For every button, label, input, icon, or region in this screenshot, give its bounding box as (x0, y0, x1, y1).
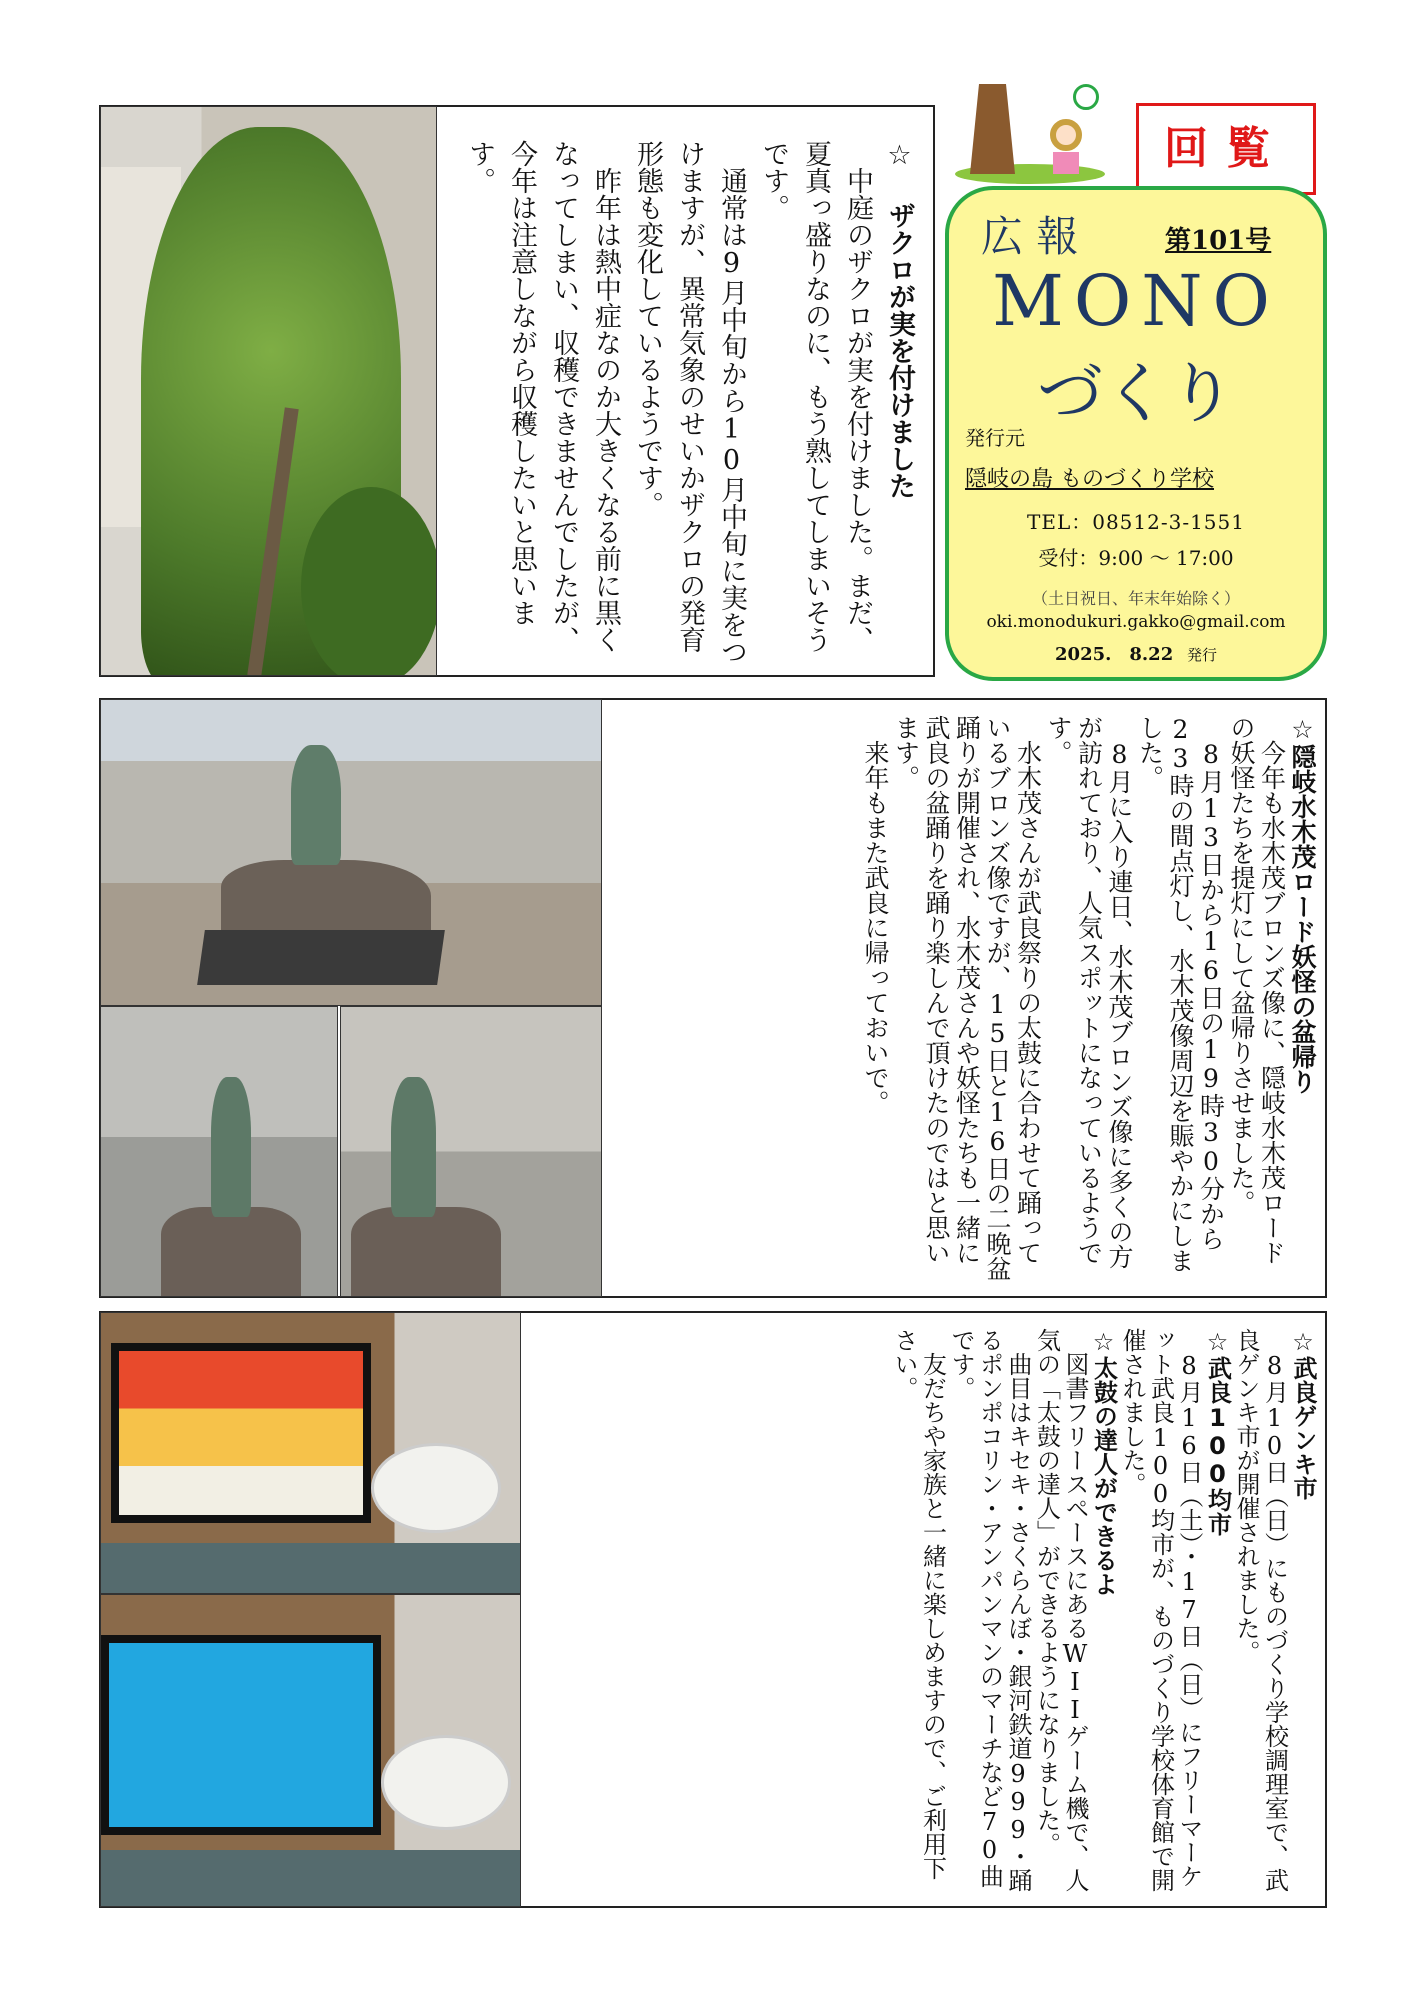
koho-label: 広 報 (981, 212, 1079, 261)
article-paragraph: 水木茂さんが武良祭りの太鼓に合わせて踊っているブロンズ像ですが、15日と16日の二晩盆踊りが開催され、水木茂さんや妖怪たちも一緒に武良の盆踊りを踊り楽しんで頂けたのではと思います。 (891, 715, 1043, 1281)
events-article (532, 1328, 1317, 1898)
phone-number: TEL：08512-3-1551 (1027, 510, 1245, 534)
date-value: 2025. 8.22 (1055, 644, 1174, 665)
article-paragraph: 昨年は熱中症なのか大きくなる前に黒くなってしまい、収穫できませんでしたが、今年は注意しながら収穫したいと思います。 (464, 140, 621, 653)
article-paragraph: 通常は9月中旬から10月中旬に実をつけますが、異常気象のせいかザクロの発育形態も変化しているようです。 (632, 140, 747, 665)
title-zukuri: づくり (1037, 355, 1235, 432)
hyakkin-body: 8月16日（土）・17日（日）にフリーマーケット武良100均市が、ものづくり学校体育館で開催されました。 (1118, 1328, 1203, 1892)
article-paragraph: 8月に入り連日、水木茂ブロンズ像に多くの方が訪れており、人気スポットになっているようです。 (1044, 715, 1134, 1269)
office-hours: 受付：9:00 ～ 17:00 (1038, 546, 1234, 570)
date-suffix: 発行 (1186, 646, 1217, 664)
taiko-songs: 曲目はキセキ・さくらんぼ・銀河鉄道999・踊るポンポコリン・アンパンマンのマーチなど70曲です。 (947, 1328, 1032, 1892)
pomegranate-tree-photo (100, 106, 437, 676)
publisher-name: 隠岐の島 ものづくり学校 (965, 467, 1214, 492)
bronze-statue-photo-main (100, 699, 602, 1006)
article-paragraph: 今年も水木茂ブロンズ像に、隠岐水木茂ロードの妖怪たちを提灯にして盆帰りさせました。 (1227, 715, 1287, 1265)
article-heading: ☆隠岐水木茂ロード妖怪の盆帰り (1288, 715, 1317, 1094)
article-paragraph: 8月13日から16日の19時30分から23時の間点灯し、水木茂像周辺を賑やかにしました。 (1135, 715, 1226, 1273)
genki-heading: ☆武良ゲンキ市 (1289, 1328, 1317, 1500)
taiko-invite: 友だちや家族と一緒に楽しめますので、ご利用下さい。 (890, 1328, 947, 1880)
article-heading: ☆ ザクロが実を付けました (884, 140, 915, 499)
issue-number: 第101号 (1165, 226, 1272, 256)
taiko-game-photo-bottom (100, 1594, 521, 1907)
hyakkin-heading: ☆武良100均市 (1203, 1328, 1232, 1536)
bronze-statue-photo-right (340, 1006, 602, 1297)
taiko-heading: ☆太鼓の達人ができるよ (1089, 1328, 1118, 1596)
genki-body: 8月10日（日）にものづくり学校調理室で、武良ゲンキ市が開催されました。 (1232, 1328, 1289, 1892)
publisher-label: 発行元 (965, 426, 1025, 450)
taiko-body: 図書フリースペースにあるWIIゲーム機で、人気の「太鼓の達人」ができるようになりました。 (1032, 1328, 1089, 1892)
bronze-statue-photo-left (100, 1006, 338, 1297)
tree-girl-illustration (955, 84, 1105, 184)
closed-days: （土日祝日、年末年始除く） (1031, 589, 1240, 608)
pomegranate-article (450, 140, 920, 670)
article-paragraph: 来年もまた武良に帰っておいで。 (861, 740, 890, 1115)
mizuki-article (612, 715, 1317, 1285)
email-address: oki.monodukuri.gakko@gmail.com (986, 612, 1286, 632)
masthead (945, 186, 1327, 681)
title-mono: MONO (992, 260, 1280, 342)
issue-date (949, 640, 1323, 666)
circulation-stamp: 回覧 (1136, 103, 1316, 195)
article-paragraph: 中庭のザクロが実を付けました。まだ、夏真っ盛りなのに、もう熟してしまいそうです。 (758, 140, 873, 653)
taiko-game-photo-top (100, 1312, 521, 1594)
